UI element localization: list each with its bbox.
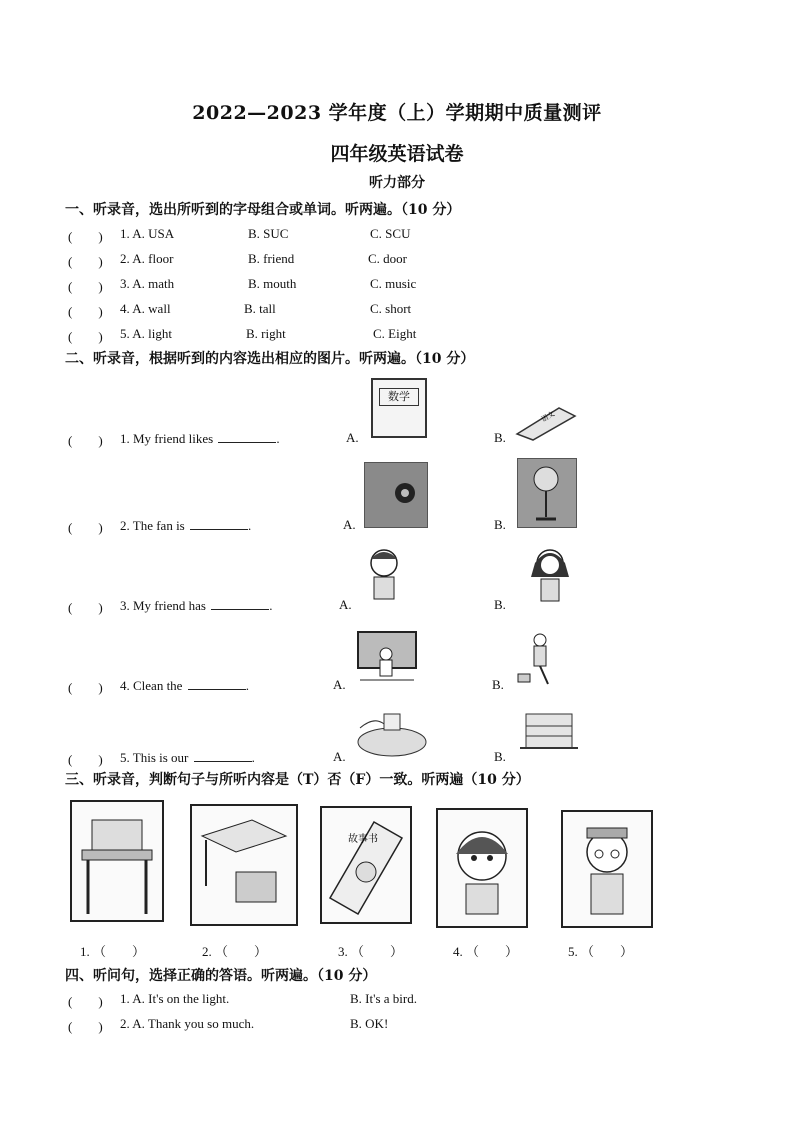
answer-blank[interactable] bbox=[188, 677, 246, 690]
answer-paren[interactable]: ( ) bbox=[68, 254, 103, 269]
s1-q1-b: B. SUC bbox=[248, 226, 289, 241]
answer-paren[interactable]: ( ) bbox=[68, 229, 103, 244]
s1-q2-a: 2. A. floor bbox=[120, 251, 174, 266]
s1-q4-c: C. short bbox=[370, 301, 412, 316]
answer-paren[interactable]: ( ) bbox=[68, 329, 103, 344]
exam-subtitle: 四年级英语试卷 bbox=[330, 143, 464, 165]
s1-q2-c: C. door bbox=[368, 251, 407, 266]
s2-q3-label-b: B. bbox=[494, 597, 506, 612]
s2-q5-label-b: B. bbox=[494, 749, 506, 764]
s2-q1-label-b: B. bbox=[494, 430, 506, 445]
answer-blank[interactable] bbox=[211, 597, 269, 610]
s2-q5-label-a: A. bbox=[333, 749, 346, 764]
answer-paren[interactable]: （ ） bbox=[351, 944, 404, 959]
answer-paren[interactable]: （ ） bbox=[93, 944, 146, 959]
section1-heading: 一、听录音，选出所听到的字母组合或单词。听两遍。（10 分） bbox=[65, 202, 461, 218]
long-hair-girl-picture bbox=[515, 543, 585, 609]
s3-item-2: 2. （ ） bbox=[202, 944, 268, 959]
s2-q4-label-b: B. bbox=[492, 677, 504, 692]
desk-bag-picture bbox=[70, 800, 164, 922]
answer-blank[interactable] bbox=[190, 517, 248, 530]
answer-paren[interactable]: （ ） bbox=[466, 944, 519, 959]
answer-blank[interactable] bbox=[218, 430, 276, 443]
s1-q2-b: B. friend bbox=[248, 251, 295, 266]
answer-paren[interactable]: ( ) bbox=[68, 304, 103, 319]
part-label: 听力部分 bbox=[369, 175, 425, 191]
chinese-book-picture bbox=[515, 406, 577, 442]
answer-paren[interactable]: （ ） bbox=[581, 944, 634, 959]
s2-q3-label-a: A. bbox=[339, 597, 352, 612]
standing-fan-picture bbox=[517, 458, 577, 528]
s1-q3-c: C. music bbox=[370, 276, 417, 291]
s2-q2-label-a: A. bbox=[343, 517, 356, 532]
short-hair-girl-picture bbox=[362, 543, 410, 605]
s1-q3-a: 3. A. math bbox=[120, 276, 175, 291]
storybook-label: 故事书 bbox=[348, 834, 378, 845]
s1-q1-c: C. SCU bbox=[370, 226, 411, 241]
s3-item-3: 3. （ ） bbox=[338, 944, 404, 959]
answer-blank[interactable] bbox=[194, 749, 252, 762]
s3-item-4: 4. （ ） bbox=[453, 944, 519, 959]
s2-q2-label-b: B. bbox=[494, 517, 506, 532]
section4-heading: 四、听问句，选择正确的答语。听两遍。（10 分） bbox=[65, 968, 377, 984]
s2-q5-text: 5. This is our . bbox=[120, 750, 255, 765]
clean-blackboard-picture bbox=[356, 630, 418, 686]
s3-item-5: 5. （ ） bbox=[568, 944, 634, 959]
s2-q3-text: 3. My friend has . bbox=[120, 598, 273, 613]
math-book-picture bbox=[371, 378, 427, 438]
s2-q4-text: 4. Clean the . bbox=[120, 678, 249, 693]
s1-q4-a: 4. A. wall bbox=[120, 301, 171, 316]
girl-picture bbox=[436, 808, 528, 928]
classroom-building-picture bbox=[516, 704, 582, 760]
table-floor-picture bbox=[190, 804, 298, 926]
s2-q1-label-a: A. bbox=[346, 430, 359, 445]
s4-q1-a: 1. A. It's on the light. bbox=[120, 991, 230, 1006]
s2-q4-label-a: A. bbox=[333, 677, 346, 692]
s1-q5-b: B. right bbox=[246, 326, 286, 341]
answer-paren[interactable]: ( ) bbox=[68, 520, 103, 535]
s2-q1-text: 1. My friend likes . bbox=[120, 431, 280, 446]
library-building-picture bbox=[354, 708, 430, 758]
s1-q3-b: B. mouth bbox=[248, 276, 297, 291]
answer-paren[interactable]: ( ) bbox=[68, 433, 103, 448]
s1-q5-a: 5. A. light bbox=[120, 326, 173, 341]
answer-paren[interactable]: ( ) bbox=[68, 279, 103, 294]
math-book-label: 数学 bbox=[379, 388, 419, 406]
s1-q1-a: 1. A. USA bbox=[120, 226, 175, 241]
s3-item-1: 1. （ ） bbox=[80, 944, 146, 959]
boy-picture bbox=[561, 810, 653, 928]
answer-paren[interactable]: ( ) bbox=[68, 752, 103, 767]
answer-paren[interactable]: ( ) bbox=[68, 680, 103, 695]
s1-q4-b: B. tall bbox=[244, 301, 276, 316]
answer-paren[interactable]: ( ) bbox=[68, 994, 103, 1009]
s4-q1-b: B. It's a bird. bbox=[350, 991, 417, 1006]
s4-q2-b: B. OK! bbox=[350, 1016, 389, 1031]
fan-wall-picture bbox=[364, 462, 428, 528]
s2-q2-text: 2. The fan is . bbox=[120, 518, 252, 533]
answer-paren[interactable]: ( ) bbox=[68, 600, 103, 615]
clean-floor-picture bbox=[514, 630, 562, 690]
section2-heading: 二、听录音，根据听到的内容选出相应的图片。听两遍。（10 分） bbox=[65, 351, 475, 367]
s1-q5-c: C. Eight bbox=[373, 326, 417, 341]
answer-paren[interactable]: （ ） bbox=[215, 944, 268, 959]
section3-heading: 三、听录音，判断句子与所听内容是（T）否（F）一致。听两遍（10 分） bbox=[65, 772, 530, 788]
storybook-picture bbox=[320, 806, 412, 924]
exam-title: 2022—2023 学年度（上）学期期中质量测评 bbox=[192, 102, 602, 124]
chinese-book-label: 语文 bbox=[540, 409, 557, 424]
s4-q2-a: 2. A. Thank you so much. bbox=[120, 1016, 255, 1031]
answer-paren[interactable]: ( ) bbox=[68, 1019, 103, 1034]
